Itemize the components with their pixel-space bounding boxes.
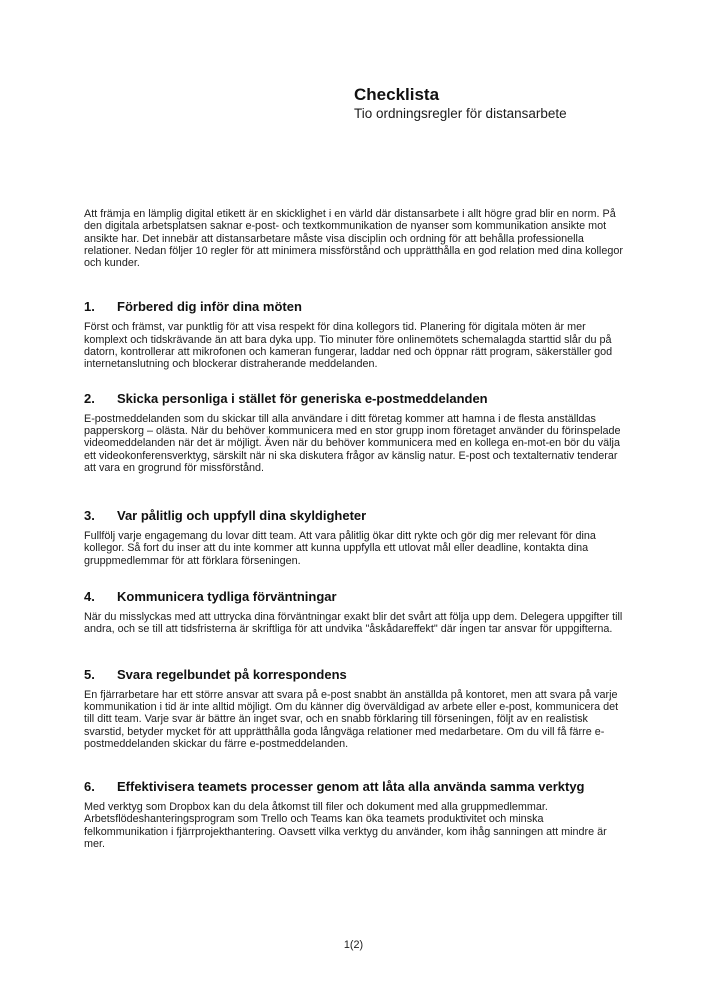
document-content xyxy=(84,208,625,850)
section-2-title: Skicka personliga i stället för generiska e-postmeddelanden xyxy=(117,390,488,406)
page-title: Checklista xyxy=(354,85,440,104)
section-5-heading xyxy=(84,667,625,683)
section-4-heading xyxy=(84,589,625,605)
section-6-number: 6. xyxy=(84,779,95,795)
section-4-number: 4. xyxy=(84,589,95,605)
section-3-body: Fullfölj varje engagemang du lovar ditt team. Att vara pålitlig ökar ditt rykte och gör dig mer relevant för dina kollegor. Så fort du inser att du inte kommer att kunna uppfylla ett utlovat mål eller deadline, kontakta dina gruppmedlemmar för att förklara förseningen. xyxy=(84,530,596,567)
section-1-title: Förbered dig inför dina möten xyxy=(117,299,302,315)
section-2-heading xyxy=(84,391,625,407)
title-block xyxy=(354,85,567,122)
section-2-body: E-postmeddelanden som du skickar till alla användare i ditt företag kommer att hamna i de flesta anställdas papperskorg – olästa. När du behöver kommunicera med en stor grupp inom företaget använder du förinspelade videomeddelanden när det är möjligt. Även när du behöver kommunicera med en kollega en-mot-en bör du välja ett videokonferensverktyg, särskilt när ni ska diskutera frågor av känslig natur. E-post och textalternativ tenderar att vara en grogrund för missförstånd. xyxy=(84,412,621,474)
section-5-title: Svara regelbundet på korrespondens xyxy=(117,666,347,682)
section-6 xyxy=(84,779,625,850)
page-number: 1(2) xyxy=(343,939,364,951)
page-subtitle: Tio ordningsregler för distansarbete xyxy=(354,106,567,121)
section-6-title: Effektivisera teamets processer genom att låta alla använda samma verktyg xyxy=(117,779,585,795)
section-1-number: 1. xyxy=(84,299,95,315)
section-3 xyxy=(84,508,625,567)
intro-paragraph: Att främja en lämplig digital etikett är en skicklighet i en värld där distansarbete i allt högre grad blir en norm. På den digitala arbetsplatsen saknar e-post- och textkommunikation de nyanser som kommunikation ansikte mot ansikte har. Det innebär att distansarbetare måste visa disciplin och ordning för att behålla professionella relationer. Nedan följer 10 regler för att minimera missförstånd och upprätthålla en god relation med dina kollegor och kunder. xyxy=(84,208,623,270)
section-4-title: Kommunicera tydliga förväntningar xyxy=(117,589,337,605)
section-6-body: Med verktyg som Dropbox kan du dela åtkomst till filer och dokument med alla gruppmedlemmar. Arbetsflödeshanteringsprogram som Trello och Teams kan öka teamets produktivitet och minska felkommunikation i fjärrprojekthantering. Oavsett vilka verktyg du använder, kom ihåg sanningen att mindre är mer. xyxy=(84,801,607,851)
section-3-title: Var pålitlig och uppfyll dina skyldigheter xyxy=(117,508,367,524)
section-5-body: En fjärrarbetare har ett större ansvar att svara på e-post snabbt än anställda på kontoret, men att svara på varje kommunikation i tid är inte alltid möjligt. Om du känner dig överväldigad av arbete eller e-post, kommunicera det till ditt team. Varje svar är bättre än inget svar, och en snabb förklaring till förseningen, följt av en realistisk svarstid, betyder mycket för att upprätthålla goda långväga relationer med medarbetare. Om du vill få färre e-postmeddelanden skickar du färre e-postmeddelanden. xyxy=(84,688,619,750)
section-1-body: Först och främst, var punktlig för att visa respekt för dina kollegors tid. Planering för digitala möten är mer komplext och tidskrävande än att bara dyka upp. Tio minuter före onlinemötets schemalagda starttid slår du på datorn, kontrollerar att mikrofonen och kameran fungerar, laddar ned och öppnar rätt program, säkerställer god internetanslutning och blockerar distraherande meddelanden. xyxy=(84,321,613,371)
section-3-heading xyxy=(84,508,625,524)
section-2-number: 2. xyxy=(84,390,95,406)
section-3-number: 3. xyxy=(84,508,95,524)
section-5-number: 5. xyxy=(84,666,95,682)
section-2 xyxy=(84,391,625,474)
section-1 xyxy=(84,299,625,370)
section-4 xyxy=(84,589,625,636)
section-5 xyxy=(84,667,625,750)
section-4-body: När du misslyckas med att uttrycka dina förväntningar exakt blir det svårt att följa upp dem. Delegera uppgifter till andra, och se till att tidsfristerna är skriftliga för att undvika "åskådareffekt" där ingen tar ansvar för uppgifterna. xyxy=(84,611,623,636)
section-1-heading xyxy=(84,299,625,315)
section-6-heading xyxy=(84,779,625,795)
